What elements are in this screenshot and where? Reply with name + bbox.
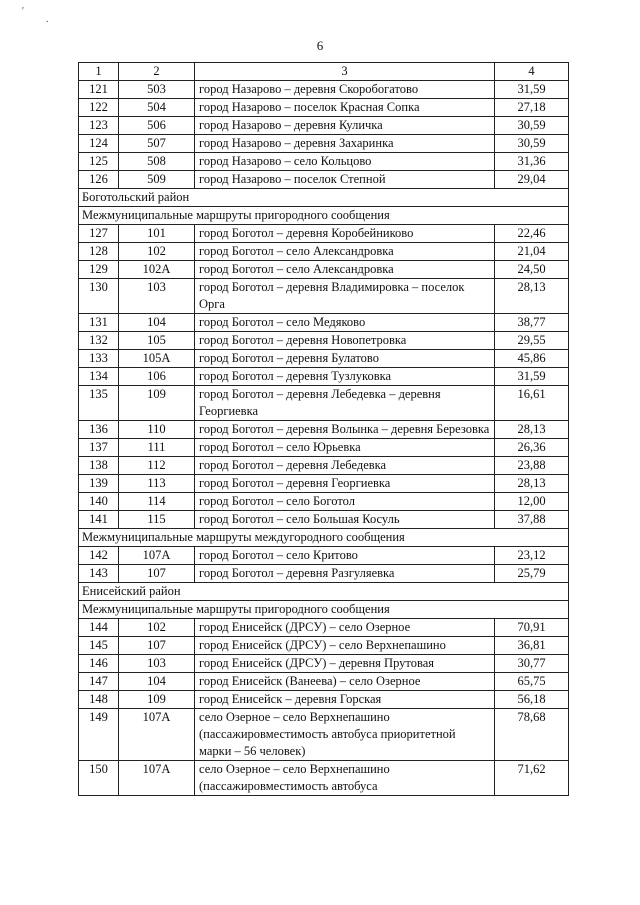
route-code: 106 <box>119 368 195 386</box>
route-code: 102 <box>119 243 195 261</box>
route-name: город Енисейск (ДРСУ) – село Верхнепашино <box>195 637 495 655</box>
table-row <box>79 243 569 261</box>
row-number: 124 <box>79 135 119 153</box>
row-number: 136 <box>79 421 119 439</box>
row-number: 128 <box>79 243 119 261</box>
route-value: 28,13 <box>495 421 569 439</box>
table-row <box>79 332 569 350</box>
route-value: 30,59 <box>495 135 569 153</box>
route-code: 104 <box>119 314 195 332</box>
row-number: 126 <box>79 171 119 189</box>
route-code: 107А <box>119 709 195 761</box>
route-name: город Боготол – деревня Лебедевка – деревня Георгиевка <box>195 386 495 421</box>
section-row <box>79 601 569 619</box>
route-code: 105А <box>119 350 195 368</box>
route-name: город Назарово – деревня Захаринка <box>195 135 495 153</box>
route-name: город Боготол – село Критово <box>195 547 495 565</box>
table-row <box>79 511 569 529</box>
route-name: город Боготол – деревня Георгиевка <box>195 475 495 493</box>
section-row <box>79 529 569 547</box>
row-number: 137 <box>79 439 119 457</box>
route-name: город Боготол – село Боготол <box>195 493 495 511</box>
route-name: село Озерное – село Верхнепашино (пассажировместимость автобуса приоритетной марки – 56 человек) <box>195 709 495 761</box>
route-value: 65,75 <box>495 673 569 691</box>
route-code: 508 <box>119 153 195 171</box>
table-row <box>79 457 569 475</box>
section-title: Межмуниципальные маршруты междугородного сообщения <box>79 529 569 547</box>
route-value: 29,55 <box>495 332 569 350</box>
route-value: 70,91 <box>495 619 569 637</box>
route-name: город Боготол – деревня Разгуляевка <box>195 565 495 583</box>
route-code: 110 <box>119 421 195 439</box>
row-number: 130 <box>79 279 119 314</box>
route-value: 16,61 <box>495 386 569 421</box>
route-name: город Боготол – деревня Булатово <box>195 350 495 368</box>
route-name: город Боготол – село Большая Косуль <box>195 511 495 529</box>
table-row <box>79 421 569 439</box>
route-value: 23,88 <box>495 457 569 475</box>
table-row <box>79 493 569 511</box>
row-number: 150 <box>79 761 119 796</box>
row-number: 125 <box>79 153 119 171</box>
row-number: 142 <box>79 547 119 565</box>
route-name: город Боготол – село Медяково <box>195 314 495 332</box>
route-code: 105 <box>119 332 195 350</box>
route-value: 31,59 <box>495 81 569 99</box>
table-row <box>79 171 569 189</box>
route-value: 45,86 <box>495 350 569 368</box>
route-code: 107А <box>119 547 195 565</box>
scan-mark-1: ' <box>22 6 24 17</box>
table-row <box>79 691 569 709</box>
row-number: 141 <box>79 511 119 529</box>
route-value: 78,68 <box>495 709 569 761</box>
row-number: 140 <box>79 493 119 511</box>
route-name: город Боготол – село Александровка <box>195 261 495 279</box>
row-number: 144 <box>79 619 119 637</box>
route-code: 101 <box>119 225 195 243</box>
route-value: 25,79 <box>495 565 569 583</box>
route-value: 12,00 <box>495 493 569 511</box>
route-code: 114 <box>119 493 195 511</box>
route-code: 504 <box>119 99 195 117</box>
row-number: 146 <box>79 655 119 673</box>
table-row <box>79 279 569 314</box>
route-name: город Назарово – село Кольцово <box>195 153 495 171</box>
table-row <box>79 565 569 583</box>
table-row <box>79 225 569 243</box>
header-col-4: 4 <box>495 63 569 81</box>
row-number: 131 <box>79 314 119 332</box>
section-row <box>79 207 569 225</box>
table-row <box>79 117 569 135</box>
route-name: город Назарово – деревня Куличка <box>195 117 495 135</box>
route-name: город Назарово – поселок Степной <box>195 171 495 189</box>
route-code: 111 <box>119 439 195 457</box>
route-code: 115 <box>119 511 195 529</box>
table-row <box>79 761 569 796</box>
row-number: 143 <box>79 565 119 583</box>
route-code: 103 <box>119 279 195 314</box>
route-name: город Боготол – деревня Коробейниково <box>195 225 495 243</box>
table-row <box>79 261 569 279</box>
route-name: город Боготол – деревня Лебедевка <box>195 457 495 475</box>
route-name: город Боготол – деревня Тузлуковка <box>195 368 495 386</box>
route-value: 56,18 <box>495 691 569 709</box>
table-row <box>79 475 569 493</box>
row-number: 145 <box>79 637 119 655</box>
row-number: 139 <box>79 475 119 493</box>
route-code: 102 <box>119 619 195 637</box>
route-code: 503 <box>119 81 195 99</box>
route-code: 102А <box>119 261 195 279</box>
route-name: село Озерное – село Верхнепашино (пассажировместимость автобуса <box>195 761 495 796</box>
row-number: 149 <box>79 709 119 761</box>
row-number: 147 <box>79 673 119 691</box>
row-number: 148 <box>79 691 119 709</box>
table-row <box>79 619 569 637</box>
route-code: 112 <box>119 457 195 475</box>
table-row <box>79 386 569 421</box>
row-number: 127 <box>79 225 119 243</box>
route-value: 30,77 <box>495 655 569 673</box>
row-number: 135 <box>79 386 119 421</box>
table-row <box>79 673 569 691</box>
table-row <box>79 350 569 368</box>
row-number: 129 <box>79 261 119 279</box>
route-name: город Боготол – деревня Владимировка – поселок Орга <box>195 279 495 314</box>
row-number: 132 <box>79 332 119 350</box>
row-number: 121 <box>79 81 119 99</box>
table-row <box>79 439 569 457</box>
route-name: город Боготол – деревня Волынка – деревня Березовка <box>195 421 495 439</box>
route-value: 30,59 <box>495 117 569 135</box>
table-row <box>79 709 569 761</box>
scan-mark-2: . <box>46 14 49 25</box>
row-number: 134 <box>79 368 119 386</box>
table-row <box>79 655 569 673</box>
table-row <box>79 547 569 565</box>
route-value: 31,36 <box>495 153 569 171</box>
routes-table <box>78 62 569 796</box>
routes-table-body <box>79 63 569 796</box>
route-name: город Назарово – деревня Скоробогатово <box>195 81 495 99</box>
route-value: 71,62 <box>495 761 569 796</box>
route-value: 22,46 <box>495 225 569 243</box>
section-row <box>79 189 569 207</box>
route-name: город Енисейск – деревня Горская <box>195 691 495 709</box>
route-value: 27,18 <box>495 99 569 117</box>
route-value: 28,13 <box>495 475 569 493</box>
route-value: 37,88 <box>495 511 569 529</box>
header-col-2: 2 <box>119 63 195 81</box>
route-code: 506 <box>119 117 195 135</box>
route-name: город Енисейск (ДРСУ) – деревня Прутовая <box>195 655 495 673</box>
route-name: город Боготол – деревня Новопетровка <box>195 332 495 350</box>
table-row <box>79 637 569 655</box>
table-row <box>79 153 569 171</box>
route-code: 109 <box>119 691 195 709</box>
route-code: 507 <box>119 135 195 153</box>
table-row <box>79 368 569 386</box>
section-title: Межмуниципальные маршруты пригородного сообщения <box>79 601 569 619</box>
row-number: 122 <box>79 99 119 117</box>
route-value: 24,50 <box>495 261 569 279</box>
route-name: город Енисейск (ДРСУ) – село Озерное <box>195 619 495 637</box>
route-code: 113 <box>119 475 195 493</box>
page-number: 6 <box>316 38 324 53</box>
route-code: 509 <box>119 171 195 189</box>
route-value: 26,36 <box>495 439 569 457</box>
route-value: 21,04 <box>495 243 569 261</box>
table-row <box>79 81 569 99</box>
section-title: Межмуниципальные маршруты пригородного сообщения <box>79 207 569 225</box>
route-name: город Боготол – село Александровка <box>195 243 495 261</box>
header-col-1: 1 <box>79 63 119 81</box>
section-row <box>79 583 569 601</box>
route-value: 29,04 <box>495 171 569 189</box>
route-name: город Назарово – поселок Красная Сопка <box>195 99 495 117</box>
table-row <box>79 314 569 332</box>
route-name: город Боготол – село Юрьевка <box>195 439 495 457</box>
route-value: 31,59 <box>495 368 569 386</box>
route-value: 38,77 <box>495 314 569 332</box>
row-number: 123 <box>79 117 119 135</box>
route-code: 107 <box>119 637 195 655</box>
table-row <box>79 99 569 117</box>
row-number: 133 <box>79 350 119 368</box>
route-code: 109 <box>119 386 195 421</box>
table-row <box>79 135 569 153</box>
route-value: 23,12 <box>495 547 569 565</box>
table-header-row <box>79 63 569 81</box>
route-code: 107 <box>119 565 195 583</box>
route-name: город Енисейск (Ванеева) – село Озерное <box>195 673 495 691</box>
route-value: 28,13 <box>495 279 569 314</box>
route-value: 36,81 <box>495 637 569 655</box>
row-number: 138 <box>79 457 119 475</box>
route-code: 107А <box>119 761 195 796</box>
header-col-3: 3 <box>195 63 495 81</box>
section-title: Боготольский район <box>79 189 569 207</box>
route-code: 103 <box>119 655 195 673</box>
route-code: 104 <box>119 673 195 691</box>
section-title: Енисейский район <box>79 583 569 601</box>
